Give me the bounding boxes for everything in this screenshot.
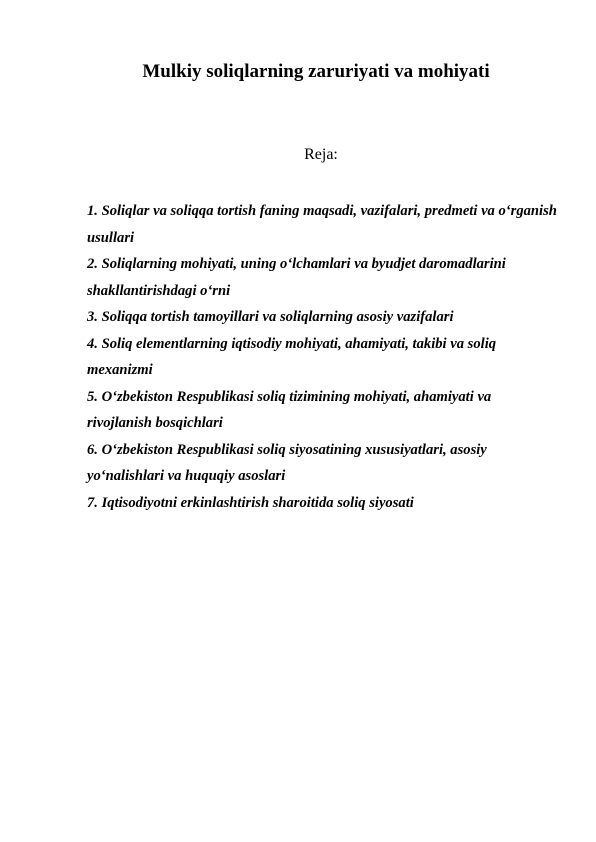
plan-item-7: 7. Iqtisodiyotni erkinlashtirish sharoitida soliq siyosati <box>87 494 414 511</box>
plan-item-4: 4. Soliq elementlarning iqtisodiy mohiyati, ahamiyati, takibi va soliq mexanizmi <box>87 335 497 378</box>
plan-item-5: 5. O‘zbekiston Respublikasi soliq tizimining mohiyati, ahamiyati va rivojlanish bosqichlari <box>87 388 492 431</box>
plan-heading: Reja: <box>304 146 338 163</box>
plan-list <box>87 198 557 516</box>
plan-item-6: 6. O‘zbekiston Respublikasi soliq siyosatining xususiyatlari, asosiy yo‘nalishlari va huquqiy asoslari <box>87 441 487 484</box>
plan-item-1: 1. Soliqlar va soliqqa tortish faning maqsadi, vazifalari, predmeti va o‘rganish usullari <box>87 203 557 246</box>
plan-item-2: 2. Soliqlarning mohiyati, uning o‘lchamlari va byudjet daromadlarini shakllantirishdagi o‘rni <box>87 256 506 299</box>
plan-item-3: 3. Soliqqa tortish tamoyillari va soliqlarning asosiy vazifalari <box>87 309 454 325</box>
document-title: Mulkiy soliqlarning zaruriyati va mohiyati <box>142 61 490 82</box>
